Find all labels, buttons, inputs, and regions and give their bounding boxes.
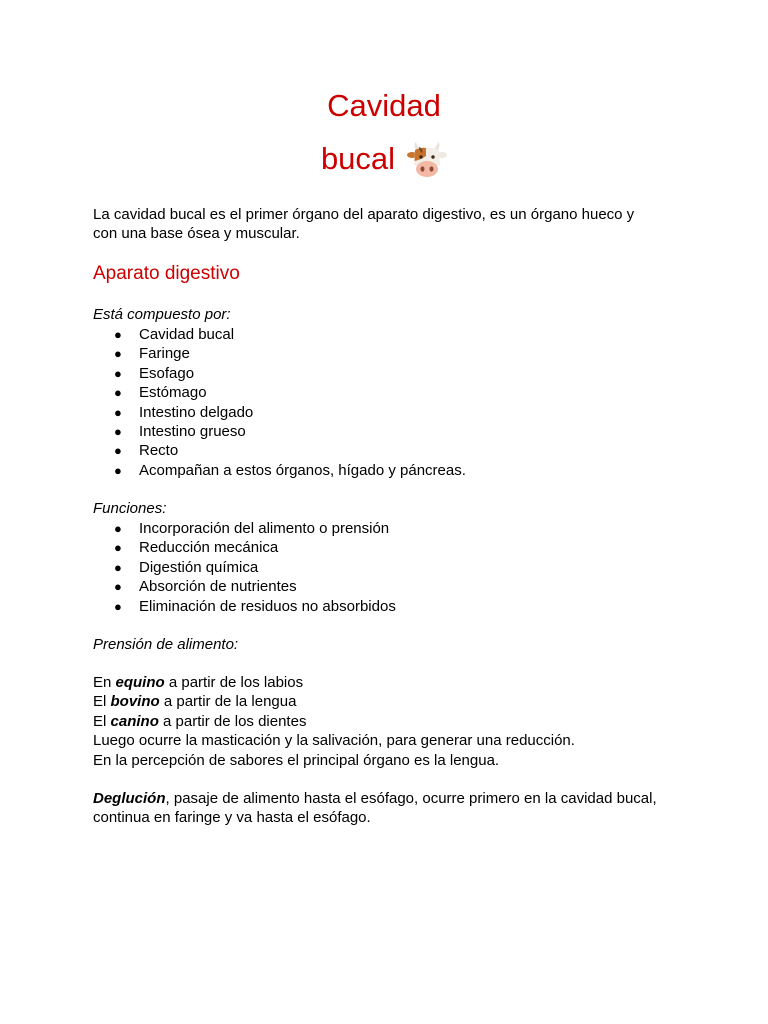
list-item-text: Digestión química [139,558,259,576]
list-item-text: Intestino grueso [139,422,246,440]
species-term: bovino [110,693,160,711]
deglution-line-2: continua en faringe y va hasta el esófago. [93,809,371,827]
text-run: a partir de los labios [164,674,304,691]
prehension-line-bovino [93,692,693,711]
list-item [93,344,466,363]
bullet: ● [114,598,122,614]
functions-list [93,519,396,616]
list-item [93,441,466,460]
text-run: El [93,693,111,711]
list-item [93,403,466,422]
bullet: ● [114,559,122,575]
text-run: , pasaje de alimento hasta el esófago, ocurre primero en la cavidad bucal, [165,790,657,807]
title-text: bucal [320,141,396,176]
bullet: ● [114,327,122,342]
list-item-text: Acompañan a estos órganos, hígado y páncreas. [139,461,466,479]
bullet: ● [114,385,122,401]
species-term: equino [115,674,165,691]
list-item [93,461,466,480]
intro-line-2: con una base ósea y muscular. [93,225,300,243]
list-item-text: Cavidad bucal [139,326,235,343]
text-run: a partir de la lengua [159,693,297,711]
cow-face-icon [407,141,447,187]
deglution-paragraph [93,789,713,828]
section-heading: Aparato digestivo [93,263,240,284]
species-term: canino [110,712,159,730]
prehension-paragraph [93,673,693,770]
text-run: En [93,674,116,691]
list-item [93,383,466,402]
bullet: ● [114,443,122,459]
bullet: ● [114,346,122,362]
list-item-text: Incorporación del alimento o prensión [139,520,390,537]
prehension-label: Prensión de alimento: [93,636,239,653]
list-item [93,597,396,616]
list-item [93,577,396,596]
deglution-line-1 [93,789,713,808]
functions-label: Funciones: [93,500,167,517]
list-item [93,558,396,577]
list-item [93,364,466,383]
text-run: a partir de los dientes [158,712,307,730]
title-line-2 [0,141,768,187]
list-item-text: Recto [139,442,179,460]
bullet: ● [114,462,122,478]
prehension-line-canino [93,712,693,731]
list-item-text: Esofago [139,364,195,382]
list-item-text: Reducción mecánica [139,539,279,557]
taste-line: En la percepción de sabores el principal órgano es la lengua. [93,751,500,769]
list-item [93,538,396,557]
list-item-text: Faringe [139,345,190,363]
composition-label: Está compuesto por: [93,306,231,323]
bullet: ● [114,365,122,381]
title-line-1: Cavidad [327,88,441,123]
list-item [93,325,466,344]
list-item [93,422,466,441]
bullet: ● [114,404,122,420]
list-item-text: Eliminación de residuos no absorbidos [139,597,396,615]
text-run: El [93,712,111,730]
composition-list [93,325,466,480]
bullet: ● [114,423,122,439]
list-item-text: Estómago [139,384,207,402]
list-item-text: Absorción de nutrientes [139,578,297,596]
list-item-text: Intestino delgado [139,403,254,421]
mastication-line: Luego ocurre la masticación y la salivación, para generar una reducción. [93,732,575,750]
deglution-term: Deglución [93,790,166,807]
bullet: ● [114,579,122,595]
prehension-line-equino [93,673,693,692]
bullet: ● [114,521,122,536]
intro-paragraph [93,205,693,244]
intro-line-1: La cavidad bucal es el primer órgano del aparato digestivo, es un órgano hueco y [93,206,635,223]
bullet: ● [114,540,122,556]
list-item [93,519,396,538]
